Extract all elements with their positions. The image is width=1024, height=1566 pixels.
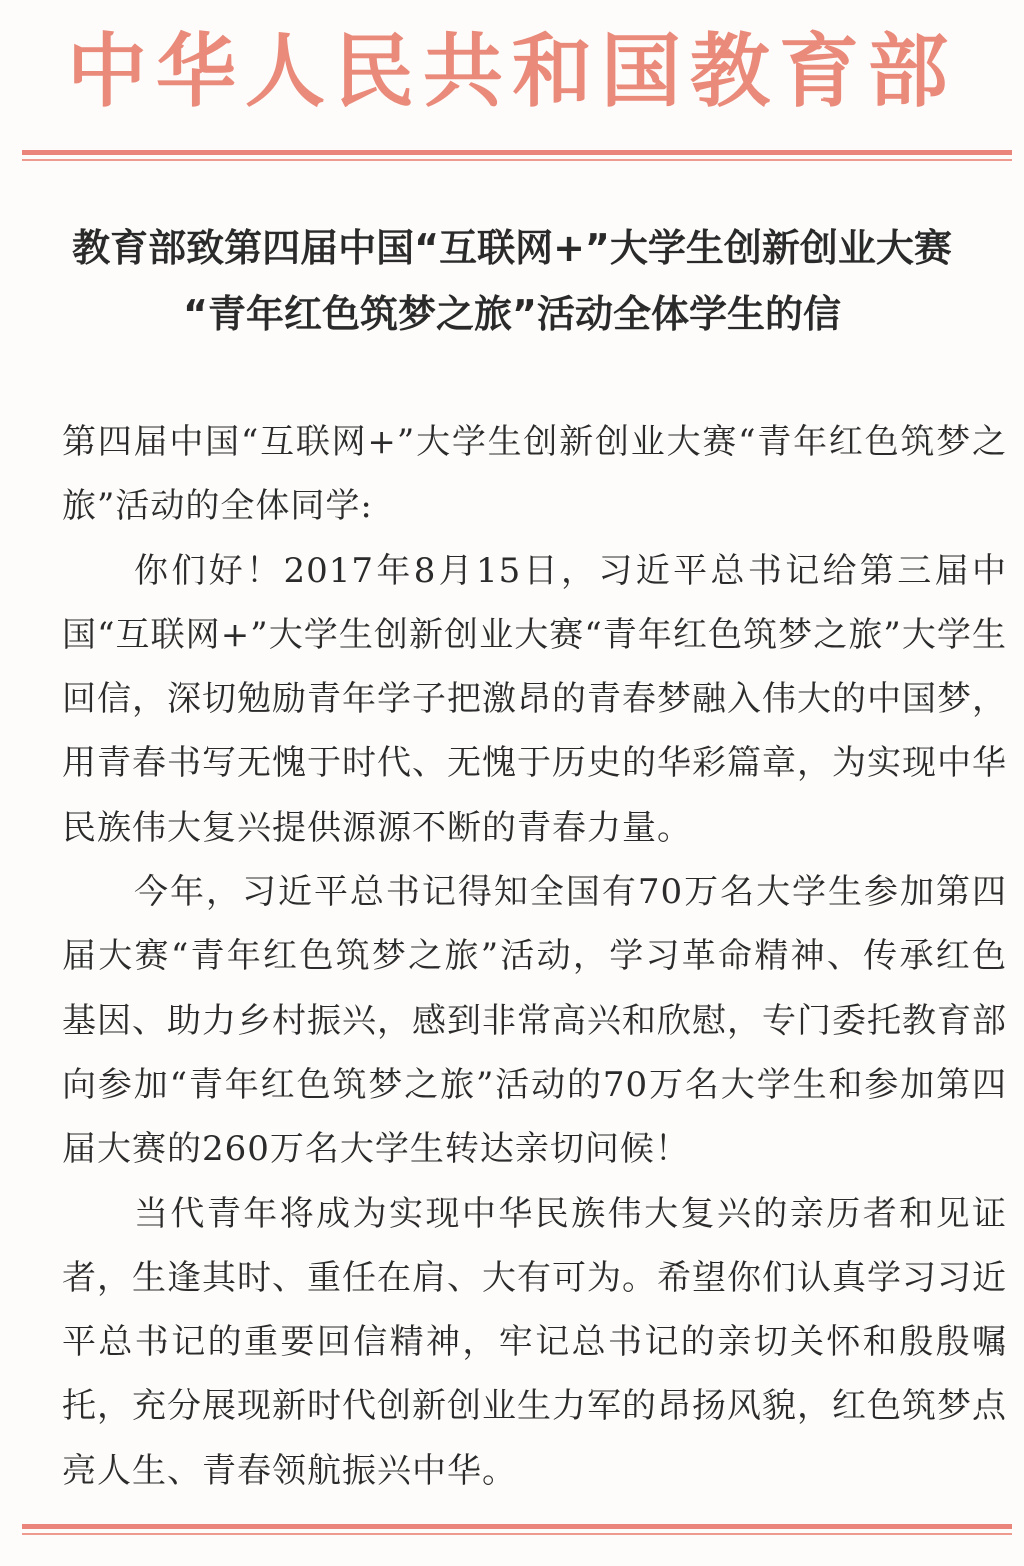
letterhead-org-name: 中华人民共和国教育部 [67, 25, 957, 118]
header-divider-thick [22, 150, 1012, 155]
letter-paragraph-1: 你们好！2017年8月15日，习近平总书记给第三届中国“互联网+”大学生创新创业大赛“青年红色筑梦之旅”大学生回信，深切勉励青年学子把激昂的青春梦融入伟大的中国梦，用青春书写无愧于时代、无愧于历史的华彩篇章，为实现中华民族伟大复兴提供源源不断的青春力量。 [62, 550, 1007, 848]
letter-title-line-1: 教育部致第四届中国“互联网+”大学生创新创业大赛 [72, 226, 952, 270]
letter-paragraph-2: 今年，习近平总书记得知全国有70万名大学生参加第四届大赛“青年红色筑梦之旅”活动，学习革命精神、传承红色基因、助力乡村振兴，感到非常高兴和欣慰，专门委托教育部向参加“青年红色筑梦之旅”活动的70万名大学生和参加第四届大赛的260万名大学生转达亲切问候！ [62, 872, 1007, 1170]
footer-divider-thick [22, 1524, 1012, 1529]
letter-salutation: 第四届中国“互联网+”大学生创新创业大赛“青年红色筑梦之旅”活动的全体同学: [62, 422, 1007, 527]
letter-body [62, 410, 1007, 1503]
header-divider-thin [22, 159, 1012, 161]
footer-divider-thin [22, 1533, 1012, 1535]
letter-paragraph-3: 当代青年将成为实现中华民族伟大复兴的亲历者和见证者，生逢其时、重任在肩、大有可为。希望你们认真学习习近平总书记的重要回信精神，牢记总书记的亲切关怀和殷殷嘱托，充分展现新时代创新创业生力军的昂扬风貌，红色筑梦点亮人生、青春领航振兴中华。 [62, 1193, 1007, 1491]
letter-title-line-2: “青年红色筑梦之旅”活动全体学生的信 [183, 292, 841, 336]
